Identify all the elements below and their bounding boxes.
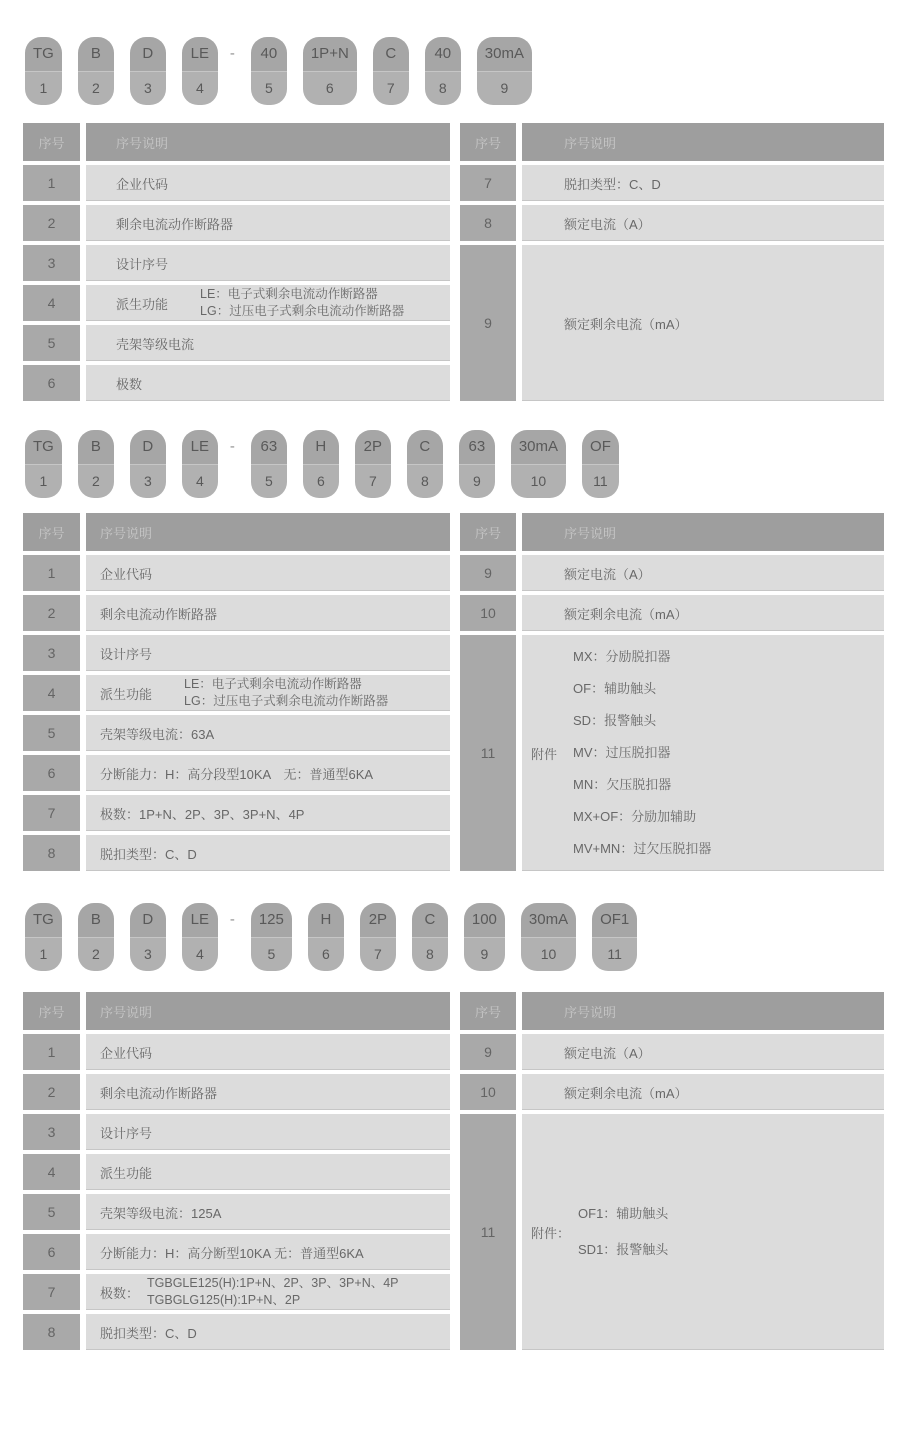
row-number-cell: 8 [460, 205, 516, 241]
table-row [23, 1274, 450, 1310]
table-row [23, 595, 450, 631]
header-desc: 序号说明 [86, 513, 450, 551]
badge-code: 30mA [521, 903, 576, 937]
code-badge [78, 903, 114, 971]
code-badge [130, 37, 166, 105]
badge-code: LE [182, 903, 218, 937]
row-inline-label: 派生功能 [100, 686, 153, 702]
badge-index: 9 [459, 464, 495, 498]
code-badge [360, 903, 396, 971]
code-badge [182, 430, 218, 498]
row-number-cell: 7 [23, 795, 80, 831]
row-desc-cell: 额定电流（A） [522, 205, 884, 241]
row-desc-cell: 额定电流（A） [522, 1034, 884, 1070]
sub-line: OF：辅助触头 [573, 681, 657, 696]
row-number-cell: 3 [23, 1114, 80, 1150]
code-badge [78, 430, 114, 498]
badge-code: TG [25, 37, 62, 71]
code-badge [303, 37, 357, 105]
legend-table-left [23, 123, 450, 401]
row-desc-cell: 壳架等级电流：63A [86, 715, 450, 751]
badge-index: 4 [182, 937, 218, 971]
row-desc-cell: 设计序号 [86, 1114, 450, 1150]
badge-code: OF [582, 430, 619, 464]
row-desc-cell: 剩余电流动作断路器 [86, 595, 450, 631]
row-number-cell: 2 [23, 205, 80, 241]
row-desc-cell: 分断能力：H：高分断型10KA 无：普通型6KA [86, 1234, 450, 1270]
row-desc-cell [86, 285, 450, 321]
badge-code: 63 [459, 430, 495, 464]
legend-table-left [23, 513, 450, 871]
table-row [23, 1154, 450, 1190]
model-code-row [25, 430, 900, 498]
header-desc: 序号说明 [522, 123, 884, 161]
table-row [23, 1194, 450, 1230]
code-badge [308, 903, 344, 971]
row-number-cell: 8 [23, 835, 80, 871]
badge-index: 5 [251, 937, 292, 971]
table-row [23, 325, 450, 361]
row-desc-cell: 企业代码 [86, 555, 450, 591]
dash-separator: - [229, 911, 235, 928]
table-row [23, 245, 450, 281]
row-desc-cell: 额定剩余电流（mA） [522, 245, 884, 401]
row-number-cell: 1 [23, 555, 80, 591]
badge-index: 7 [373, 71, 409, 105]
row-desc-cell: 剩余电流动作断路器 [86, 205, 450, 241]
badge-index: 4 [182, 464, 218, 498]
row-number-cell: 10 [460, 595, 516, 631]
dash-separator: - [229, 438, 235, 455]
table-row [23, 715, 450, 751]
row-desc-cell: 设计序号 [86, 635, 450, 671]
badge-index: 5 [251, 464, 287, 498]
badge-code: 2P [360, 903, 396, 937]
badge-index: 10 [521, 937, 576, 971]
row-sub-lines [184, 676, 388, 710]
badge-index: 2 [78, 464, 114, 498]
badge-code: 125 [251, 903, 292, 937]
badge-code: 30mA [511, 430, 566, 464]
code-badge [182, 37, 218, 105]
code-badge [582, 430, 619, 498]
code-badge [373, 37, 409, 105]
legend-table-right [460, 513, 884, 871]
code-badge [251, 37, 287, 105]
row-inline-label: 极数： [100, 1285, 140, 1301]
badge-index: 6 [303, 464, 339, 498]
table-header-row [23, 992, 450, 1030]
row-sub-lines [200, 286, 404, 320]
table-row [460, 595, 884, 631]
badge-code: H [308, 903, 344, 937]
badge-code: TG [25, 903, 62, 937]
sub-line: LE：电子式剩余电流动作断路器 [200, 287, 378, 301]
code-badge [25, 430, 62, 498]
row-number-cell: 2 [23, 595, 80, 631]
row-number-cell: 7 [23, 1274, 80, 1310]
row-desc-cell: 极数：1P+N、2P、3P、3P+N、4P [86, 795, 450, 831]
badge-code: D [130, 37, 166, 71]
badge-index: 11 [582, 464, 619, 498]
sub-line: MX：分励脱扣器 [573, 649, 671, 664]
code-badge [25, 903, 62, 971]
row-number-cell: 1 [23, 165, 80, 201]
legend-tables [23, 513, 900, 871]
row-desc-cell: 剩余电流动作断路器 [86, 1074, 450, 1110]
table-header-row [460, 513, 884, 551]
badge-code: 1P+N [303, 37, 357, 71]
table-row [460, 165, 884, 201]
badge-code: C [407, 430, 443, 464]
badge-code: 30mA [477, 37, 532, 71]
table-header-row [23, 513, 450, 551]
table-row [23, 285, 450, 321]
row-number-cell: 8 [23, 1314, 80, 1350]
code-badge [303, 430, 339, 498]
model-coding-section-1 [0, 37, 900, 401]
code-badge [425, 37, 461, 105]
badge-code: B [78, 903, 114, 937]
badge-code: C [373, 37, 409, 71]
code-badge [477, 37, 532, 105]
badge-code: D [130, 903, 166, 937]
badge-code: D [130, 430, 166, 464]
model-code-row [25, 37, 900, 105]
row-number-cell: 9 [460, 555, 516, 591]
header-seq: 序号 [23, 513, 80, 551]
sub-line: MV：过压脱扣器 [573, 745, 671, 760]
legend-tables [23, 123, 900, 401]
code-badge [182, 903, 218, 971]
dash-separator: - [229, 45, 235, 62]
row-number-cell: 3 [23, 635, 80, 671]
row-number-cell: 5 [23, 1194, 80, 1230]
table-row [23, 1234, 450, 1270]
sub-line: OF1：辅助触头 [578, 1206, 669, 1221]
row-desc-cell: 派生功能 [86, 1154, 450, 1190]
row-number-cell: 3 [23, 245, 80, 281]
row-desc-cell: 壳架等级电流 [86, 325, 450, 361]
sub-line: TGBGLE125(H):1P+N、2P、3P、3P+N、4P [147, 1276, 399, 1290]
badge-index: 2 [78, 937, 114, 971]
table-row [460, 245, 884, 401]
table-row [23, 1074, 450, 1110]
row-number-cell: 4 [23, 675, 80, 711]
badge-code: OF1 [592, 903, 637, 937]
row-desc-cell: 壳架等级电流：125A [86, 1194, 450, 1230]
sub-line: SD1：报警触头 [578, 1242, 669, 1257]
row-sub-lines [147, 1275, 399, 1309]
table-row [460, 1114, 884, 1350]
legend-tables [23, 992, 900, 1350]
sub-line: TGBGLG125(H):1P+N、2P [147, 1293, 301, 1307]
table-row [23, 635, 450, 671]
row-number-cell: 4 [23, 1154, 80, 1190]
badge-index: 7 [355, 464, 391, 498]
badge-index: 11 [592, 937, 637, 971]
table-row [23, 205, 450, 241]
header-desc: 序号说明 [86, 123, 450, 161]
row-number-cell: 6 [23, 1234, 80, 1270]
row-desc-cell: 脱扣类型：C、D [522, 165, 884, 201]
table-row [23, 555, 450, 591]
badge-code: LE [182, 430, 218, 464]
badge-index: 9 [464, 937, 505, 971]
row-inline-label: 附件： [531, 1225, 571, 1241]
row-number-cell: 9 [460, 1034, 516, 1070]
badge-index: 2 [78, 71, 114, 105]
row-number-cell: 5 [23, 715, 80, 751]
sub-line: LG：过压电子式剩余电流动作断路器 [200, 304, 405, 318]
table-row [460, 205, 884, 241]
row-number-cell: 11 [460, 1114, 516, 1350]
row-sub-lines [578, 1196, 668, 1268]
badge-index: 7 [360, 937, 396, 971]
legend-table-right [460, 992, 884, 1350]
model-code-row [25, 903, 900, 971]
row-desc-cell [522, 1114, 884, 1350]
code-badge [251, 430, 287, 498]
row-number-cell: 5 [23, 325, 80, 361]
row-number-cell: 4 [23, 285, 80, 321]
row-desc-cell: 额定电流（A） [522, 555, 884, 591]
badge-index: 9 [477, 71, 532, 105]
row-desc-cell: 设计序号 [86, 245, 450, 281]
table-header-row [460, 992, 884, 1030]
sub-line: LG：过压电子式剩余电流动作断路器 [184, 694, 389, 708]
badge-index: 8 [412, 937, 448, 971]
row-desc-cell: 极数 [86, 365, 450, 401]
header-seq: 序号 [460, 123, 516, 161]
code-badge [251, 903, 292, 971]
badge-code: H [303, 430, 339, 464]
code-badge [412, 903, 448, 971]
row-number-cell: 6 [23, 755, 80, 791]
badge-index: 3 [130, 464, 166, 498]
row-inline-label: 派生功能 [116, 296, 169, 312]
badge-index: 8 [425, 71, 461, 105]
header-desc: 序号说明 [522, 992, 884, 1030]
legend-table-left [23, 992, 450, 1350]
sub-line: MX+OF：分励加辅助 [573, 809, 697, 824]
badge-index: 5 [251, 71, 287, 105]
table-row [23, 795, 450, 831]
badge-index: 6 [303, 71, 357, 105]
header-seq: 序号 [23, 123, 80, 161]
header-desc: 序号说明 [522, 513, 884, 551]
row-desc-cell: 脱扣类型：C、D [86, 1314, 450, 1350]
row-number-cell: 9 [460, 245, 516, 401]
header-seq: 序号 [23, 992, 80, 1030]
badge-index: 3 [130, 71, 166, 105]
row-desc-cell [86, 675, 450, 711]
badge-index: 4 [182, 71, 218, 105]
table-header-row [460, 123, 884, 161]
row-desc-cell: 额定剩余电流（mA） [522, 595, 884, 631]
model-coding-section-2 [0, 430, 900, 871]
table-row [460, 635, 884, 871]
code-badge [464, 903, 505, 971]
code-badge [592, 903, 637, 971]
row-sub-lines [573, 641, 711, 865]
sub-line: SD：报警触头 [573, 713, 657, 728]
model-coding-section-3 [0, 903, 900, 1350]
row-number-cell: 10 [460, 1074, 516, 1110]
badge-index: 1 [25, 71, 62, 105]
code-badge [521, 903, 576, 971]
row-desc-cell: 分断能力：H：高分段型10KA 无：普通型6KA [86, 755, 450, 791]
badge-index: 1 [25, 937, 62, 971]
badge-code: B [78, 37, 114, 71]
badge-code: 63 [251, 430, 287, 464]
row-desc-cell [86, 1274, 450, 1310]
code-badge [459, 430, 495, 498]
sub-line: MN：欠压脱扣器 [573, 777, 672, 792]
header-seq: 序号 [460, 992, 516, 1030]
code-badge [130, 430, 166, 498]
table-row [23, 755, 450, 791]
row-number-cell: 7 [460, 165, 516, 201]
header-seq: 序号 [460, 513, 516, 551]
row-inline-label: 附件 [531, 746, 558, 762]
table-row [23, 365, 450, 401]
badge-code: 40 [425, 37, 461, 71]
header-desc: 序号说明 [86, 992, 450, 1030]
badge-code: TG [25, 430, 62, 464]
table-row [23, 835, 450, 871]
code-badge [25, 37, 62, 105]
badge-code: 2P [355, 430, 391, 464]
legend-table-right [460, 123, 884, 401]
code-badge [130, 903, 166, 971]
row-number-cell: 1 [23, 1034, 80, 1070]
badge-index: 1 [25, 464, 62, 498]
badge-code: C [412, 903, 448, 937]
badge-code: 40 [251, 37, 287, 71]
code-badge [511, 430, 566, 498]
row-desc-cell: 额定剩余电流（mA） [522, 1074, 884, 1110]
table-row [23, 1034, 450, 1070]
table-header-row [23, 123, 450, 161]
badge-code: LE [182, 37, 218, 71]
sub-line: LE：电子式剩余电流动作断路器 [184, 677, 362, 691]
row-desc-cell: 企业代码 [86, 165, 450, 201]
row-desc-cell: 企业代码 [86, 1034, 450, 1070]
row-number-cell: 2 [23, 1074, 80, 1110]
badge-index: 10 [511, 464, 566, 498]
row-number-cell: 6 [23, 365, 80, 401]
badge-index: 6 [308, 937, 344, 971]
table-row [460, 1034, 884, 1070]
row-desc-cell: 脱扣类型：C、D [86, 835, 450, 871]
table-row [460, 1074, 884, 1110]
table-row [23, 675, 450, 711]
sub-line: MV+MN：过欠压脱扣器 [573, 841, 712, 856]
badge-index: 3 [130, 937, 166, 971]
table-row [23, 1314, 450, 1350]
table-row [23, 1114, 450, 1150]
code-badge [407, 430, 443, 498]
code-badge [78, 37, 114, 105]
badge-code: 100 [464, 903, 505, 937]
badge-index: 8 [407, 464, 443, 498]
badge-code: B [78, 430, 114, 464]
table-row [23, 165, 450, 201]
code-badge [355, 430, 391, 498]
row-desc-cell [522, 635, 884, 871]
table-row [460, 555, 884, 591]
row-number-cell: 11 [460, 635, 516, 871]
